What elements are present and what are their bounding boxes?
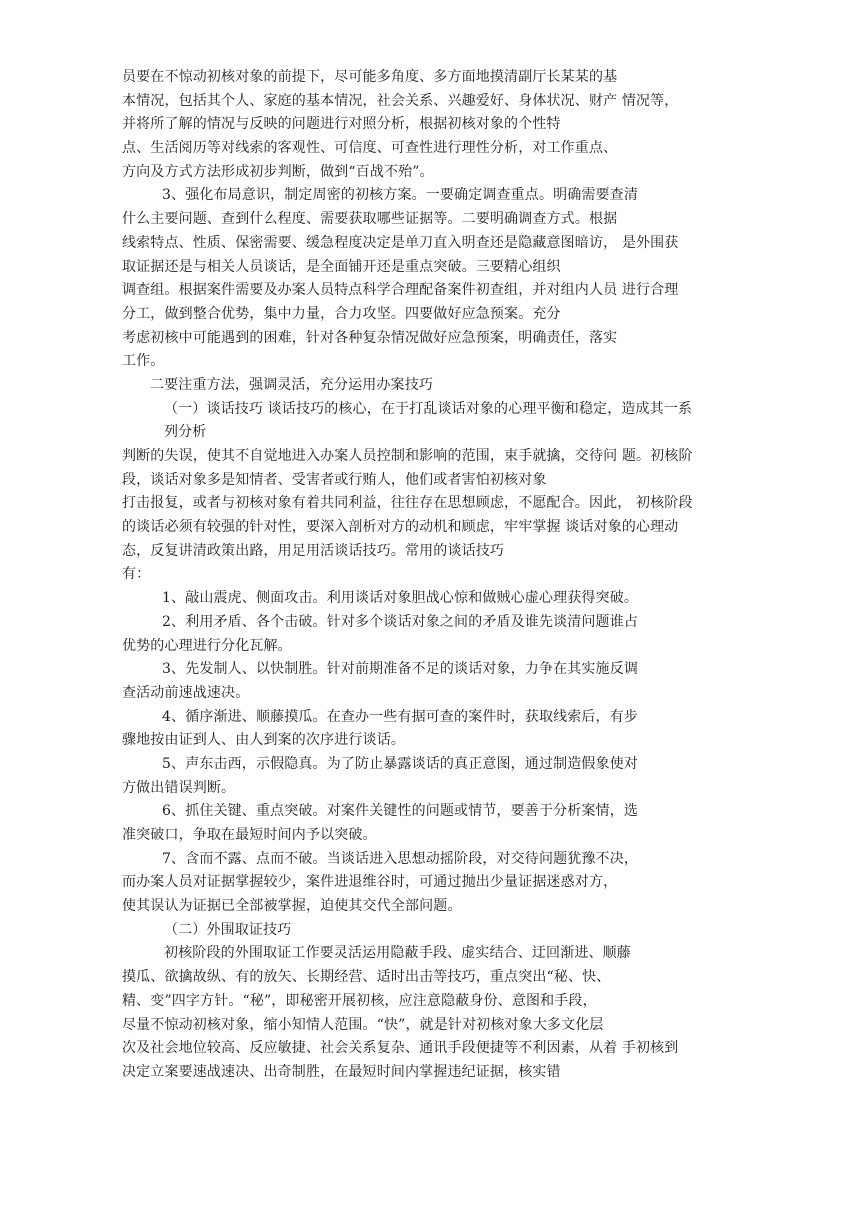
text-line: 有： xyxy=(122,566,151,583)
text-line: 3、先发制人、以快制胜。针对前期准备不足的谈话对象，力争在其实施反调 xyxy=(162,661,639,678)
text-line: 而办案人员对证据掌握较少，案件进退维谷时，可通过抛出少量证据迷惑对方， xyxy=(122,874,618,891)
text-line: 3、强化布局意识，制定周密的初核方案。一要确定调查重点。明确需要查清 xyxy=(162,187,639,204)
text-line: 7、含而不露、点而不破。当谈话进入思想动摇阶段，对交待问题犹豫不决， xyxy=(162,850,639,867)
text-line: 员要在不惊动初核对象的前提下，尽可能多角度、多方面地摸清副厅长某某的基 xyxy=(122,69,618,85)
text-line: 打击报复，或者与初核对象有着共同利益，往往存在思想顾虑，不愿配合。因此， 初核阶段 xyxy=(122,495,693,512)
document-body xyxy=(122,66,752,1085)
text-line: 使其误认为证据已全部被掌握，迫使其交代全部问题。 xyxy=(122,898,462,915)
text-line: 初核阶段的外围取证工作要灵活运用隐蔽手段、虚实结合、迂回渐进、顺藤 xyxy=(164,945,631,962)
text-line: 工作。 xyxy=(122,353,165,370)
text-line: 列分析 xyxy=(164,424,207,441)
text-line: 考虑初核中可能遇到的困难，针对各种复杂情况做好应急预案，明确责任，落实 xyxy=(122,329,618,346)
text-line: 二要注重方法，强调灵活，充分运用办案技巧 xyxy=(150,376,433,393)
text-line: 态，反复讲清政策出路，用足用活谈话技巧。常用的谈话技巧 xyxy=(122,542,505,559)
text-line: 1、敲山震虎、侧面攻击。利用谈话对象胆战心惊和做贼心虚心理获得突破。 xyxy=(162,590,639,607)
text-line: 什么主要问题、查到什么程度、需要获取哪些证据等。二要明确调查方式。根据 xyxy=(122,211,618,228)
text-line: 2、利用矛盾、各个击破。针对多个谈话对象之间的矛盾及谁先谈清问题谁占 xyxy=(162,613,639,630)
text-line: 查活动前速战速决。 xyxy=(122,684,250,701)
text-line: 分工，做到整合优势，集中力量，合力攻坚。四要做好应急预案。充分 xyxy=(122,305,561,322)
text-line: 判断的失误，使其不自觉地进入办案人员控制和影响的范围，束手就擒，交待问 题。初核阶 xyxy=(122,448,693,464)
text-line: 取证据还是与相关人员谈话，是全面铺开还是重点突破。三要精心组织 xyxy=(122,258,561,275)
text-line: 骤地按由证到人、由人到案的次序进行谈话。 xyxy=(122,732,405,749)
text-line: 的谈话必须有较强的针对性，要深入剖析对方的动机和顾虑，牢牢掌握 谈话对象的心理动 xyxy=(122,519,679,536)
text-line: 并将所了解的情况与反映的问题进行对照分析，根据初核对象的个性特 xyxy=(122,116,561,133)
text-line: 优势的心理进行分化瓦解。 xyxy=(122,637,292,654)
text-line: 调查组。根据案件需要及办案人员特点科学合理配备案件初查组，并对组内人员 进行合理 xyxy=(122,282,679,299)
text-line: 准突破口，争取在最短时间内予以突破。 xyxy=(122,827,377,843)
text-line: 方做出错误判断。 xyxy=(122,779,236,796)
text-line: 次及社会地位较高、反应敏捷、社会关系复杂、通讯手段便捷等不利因素，从着 手初核到 xyxy=(122,1040,679,1057)
text-line: （二）外围取证技巧 xyxy=(164,921,292,938)
text-line: 6、抓住关键、重点突破。对案件关键性的问题或情节，要善于分析案情，选 xyxy=(162,803,639,820)
text-line: 5、声东击西，示假隐真。为了防止暴露谈话的真正意图，通过制造假象使对 xyxy=(162,755,639,772)
text-line: 点、生活阅历等对线索的客观性、可信度、可查性进行理性分析，对工作重点、 xyxy=(122,140,618,157)
text-line: 决定立案要速战速决、出奇制胜，在最短时间内掌握违纪证据，核实错 xyxy=(122,1063,561,1080)
text-line: 本情况，包括其个人、家庭的基本情况，社会关系、兴趣爱好、身体状况、财产 情况等， xyxy=(122,92,679,109)
text-line: 摸瓜、欲擒故纵、有的放矢、长期经营、适时出击等技巧，重点突出“秘、快、 xyxy=(122,969,611,986)
text-line: （一）谈话技巧 谈话技巧的核心，在于打乱谈话对象的心理平衡和稳定，造成其一系 xyxy=(164,400,693,417)
text-line: 线索特点、性质、保密需要、缓急程度决定是单刀直入明查还是隐藏意图暗访， 是外围获 xyxy=(122,234,679,251)
text-line: 尽量不惊动初核对象，缩小知情人范围。“快”，就是针对初核对象大多文化层 xyxy=(122,1016,604,1033)
text-line: 方向及方式方法形成初步判断，做到“百战不殆”。 xyxy=(122,163,434,180)
text-line: 段，谈话对象多是知情者、受害者或行贿人，他们或者害怕初核对象 xyxy=(122,471,547,488)
text-line: 精、变”四字方针。“秘”，即秘密开展初核，应注意隐蔽身份、意图和手段， xyxy=(122,992,597,1009)
text-line: 4、循序渐进、顺藤摸瓜。在查办一些有据可查的案件时，获取线索后，有步 xyxy=(162,708,639,725)
